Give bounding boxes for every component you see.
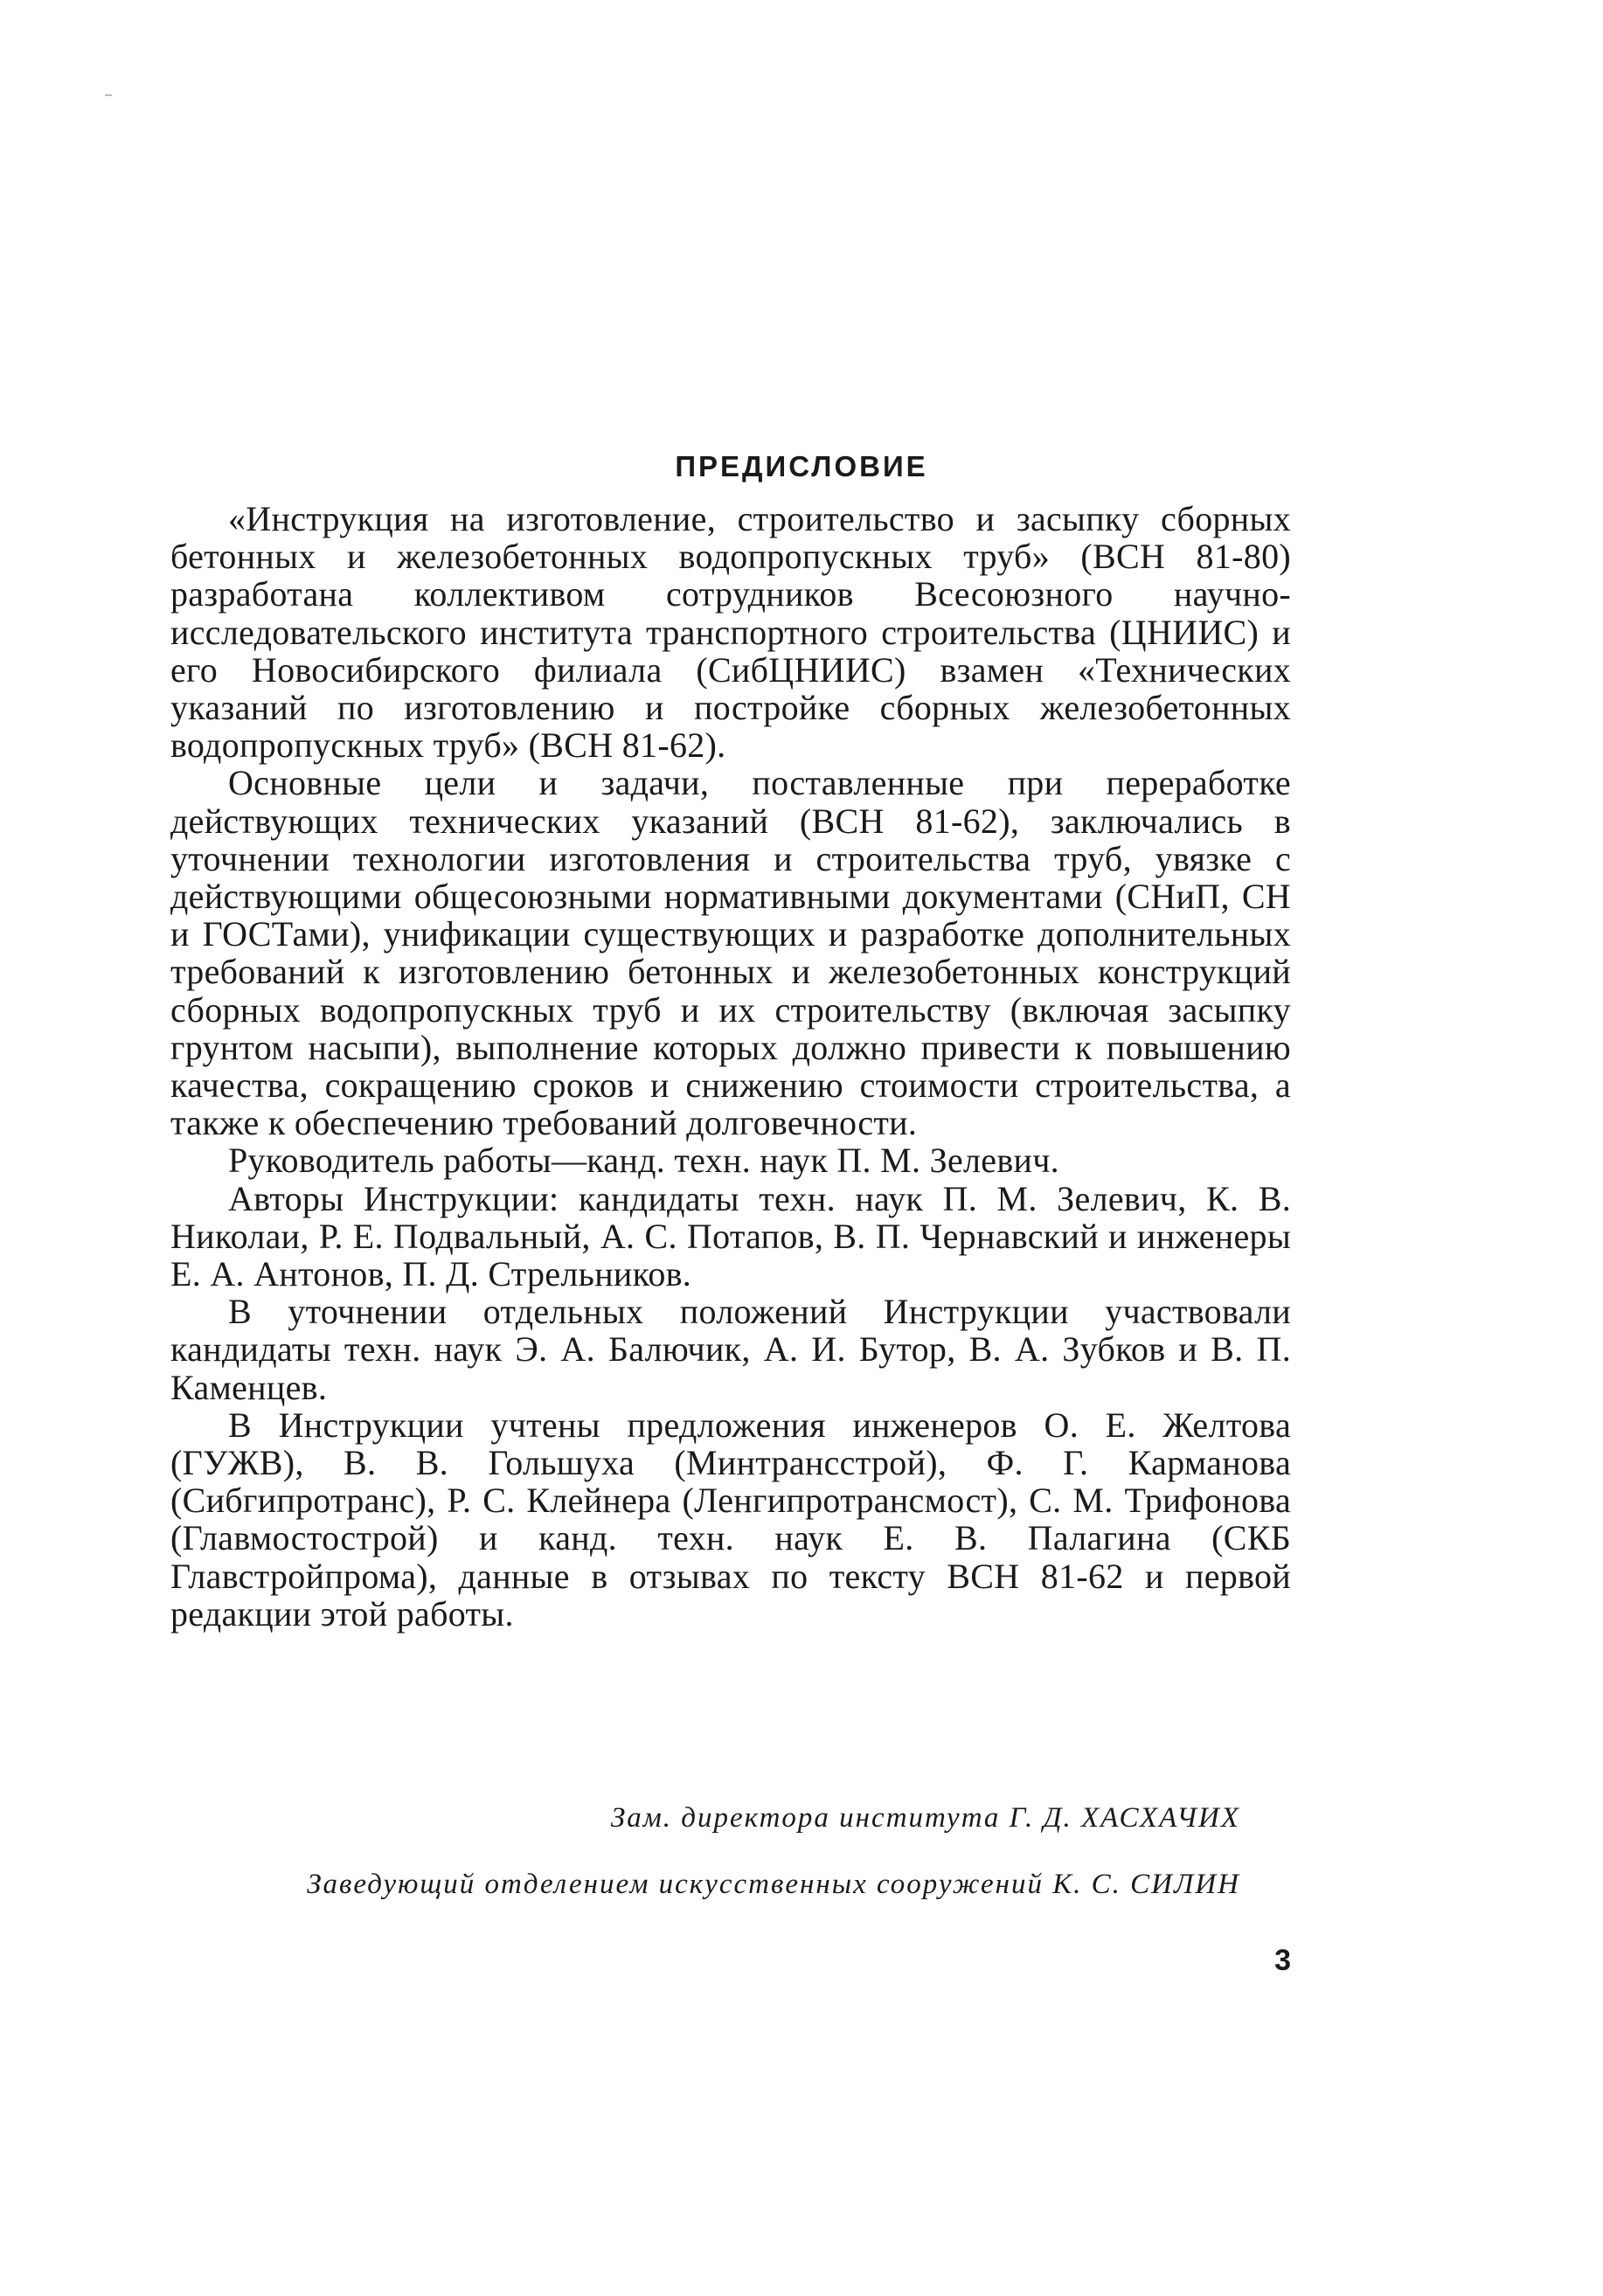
paragraph-goals: Основные цели и задачи, поставленные при переработке действующих технических указаний (ВСН 81-62), заключались в уточнении технологии изготовления и строительства труб, увязке с действующими общесоюзными нормативными документами (СНиП, СН и ГОСТами), унификации существующих и разработке дополнительных требований к изготовлению бетонных и железобетонных конструкций сборных водопропускных труб и их строительству (включая засыпку грунтом насыпи), выполнение которых должно привести к повышению качества, сокращению сроков и снижению стоимости строительства, а также к обеспечению требований долговечности. (170, 763, 1291, 1143)
paragraph-suggestions: В Инструкции учтены предложения инженеров О. Е. Желтова (ГУЖВ), В. В. Гольшуха (Минтрансстрой), Ф. Г. Карманова (Сибгипротранс), Р. С. Клейнера (Ленгипротрансмост), С. М. Трифонова (Главмостострой) и канд. техн. наук Е. В. Палагина (СКБ Главстройпрома), данные в отзывах по тексту ВСН 81-62 и первой редакции этой работы. (170, 1405, 1291, 1634)
body-text (170, 500, 1291, 1633)
paragraph-lead: Руководитель работы—канд. техн. наук П. М. Зелевич. (228, 1141, 1059, 1181)
scan-speck (105, 94, 112, 96)
signatures (170, 1800, 1240, 1933)
page-number: 3 (1274, 1944, 1291, 1977)
signature-department-head: Заведующий отделением искусственных сооружений К. С. СИЛИН (307, 1869, 1240, 1900)
paragraph-intro: «Инструкция на изготовление, строительство и засыпку сборных бетонных и железобетонных водопропускных труб» (ВСН 81-80) разработана коллективом сотрудников Всесоюзного научно-исследовательского института транспортного строительства (ЦНИИС) и его Новосибирского филиала (СибЦНИИС) взамен «Технических указаний по изготовлению и постройке сборных железобетонных водопропускных труб» (ВСН 81-62). (170, 499, 1291, 766)
paragraph-participants: В уточнении отдельных положений Инструкции участвовали кандидаты техн. наук Э. А. Балючик, А. И. Бутор, В. А. Зубков и В. П. Каменцев. (170, 1292, 1291, 1407)
page-title: ПРЕДИСЛОВИЕ (675, 450, 928, 482)
paragraph-authors: Авторы Инструкции: кандидаты техн. наук П. М. Зелевич, К. В. Николаи, Р. Е. Подвальный, А. С. Потапов, В. П. Чернавский и инженеры Е. А. Антонов, П. Д. Стрельников. (170, 1178, 1291, 1294)
signature-deputy-director: Зам. директора института Г. Д. ХАСХАЧИХ (610, 1802, 1240, 1834)
